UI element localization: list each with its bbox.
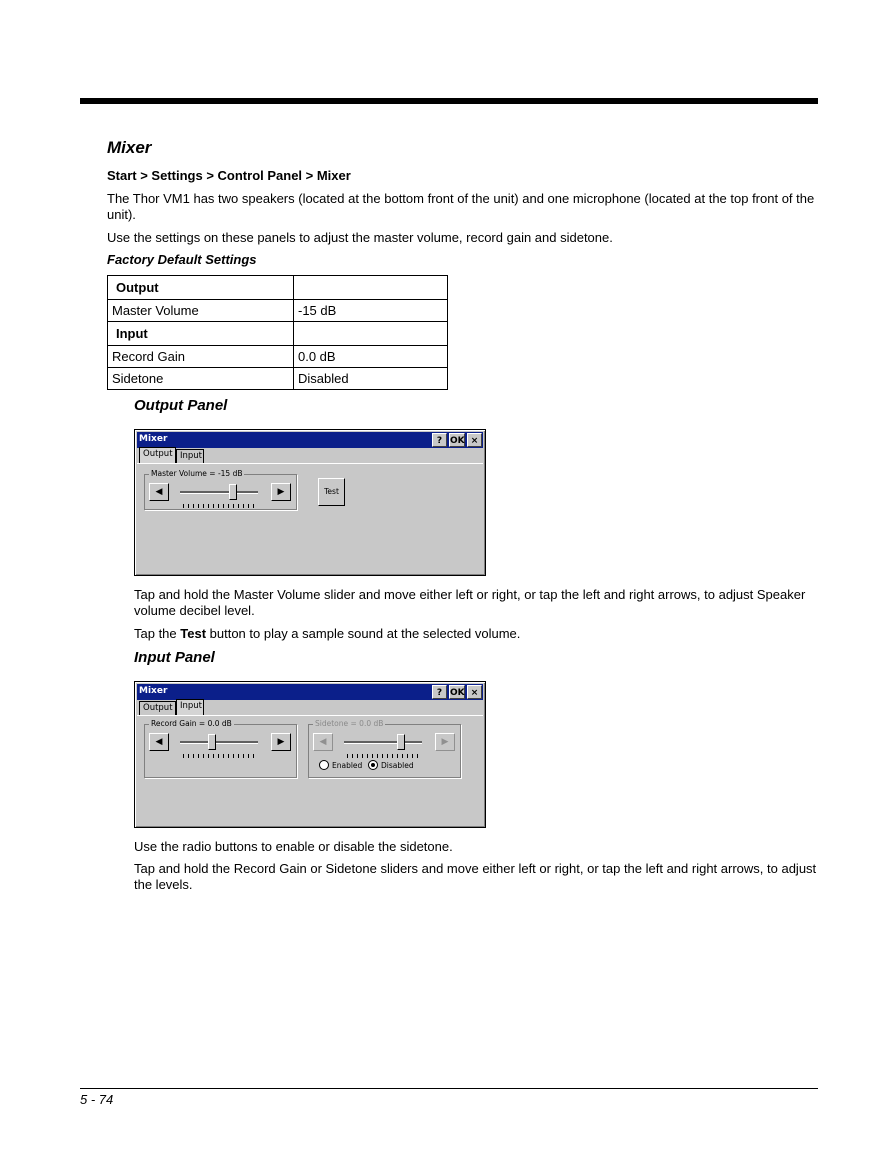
volume-right-arrow[interactable]: ▶ — [271, 483, 291, 501]
section-heading: Mixer — [107, 138, 152, 157]
defaults-title: Factory Default Settings — [107, 252, 257, 267]
table-row — [108, 368, 448, 390]
table-cell: 0.0 dB — [294, 346, 448, 368]
table-row — [108, 276, 448, 300]
record-gain-slider-ticks — [183, 754, 255, 758]
volume-slider-ticks — [183, 504, 255, 508]
table-cell: Master Volume — [108, 300, 294, 322]
tab-input[interactable]: Input — [176, 699, 204, 715]
record-gain-left-arrow[interactable]: ◀ — [149, 733, 169, 751]
test-button[interactable]: Test — [318, 478, 345, 506]
table-row — [108, 346, 448, 368]
output-mixer-window — [134, 429, 486, 576]
master-volume-label: Master Volume = -15 dB — [151, 469, 243, 478]
breadcrumb: Start > Settings > Control Panel > Mixer — [107, 168, 351, 183]
table-row — [108, 322, 448, 346]
intro-paragraph-1: The Thor VM1 has two speakers (located at the bottom front of the unit) and one microphone (located at the top front of the unit). — [107, 191, 815, 222]
table-cell: Sidetone — [108, 368, 294, 390]
sidetone-right-arrow[interactable]: ▶ — [435, 733, 455, 751]
record-gain-slider-track[interactable] — [180, 741, 258, 744]
intro-paragraph-2: Use the settings on these panels to adjust the master volume, record gain and sidetone. — [107, 230, 613, 245]
sidetone-disabled-label: Disabled — [381, 761, 414, 770]
page-number: 5 - 74 — [80, 1092, 114, 1107]
tab-input[interactable]: Input — [176, 449, 204, 463]
volume-slider-track[interactable] — [180, 491, 258, 494]
table-cell: Output — [108, 276, 294, 300]
sidetone-enabled-label: Enabled — [332, 761, 363, 770]
record-gain-right-arrow[interactable]: ▶ — [271, 733, 291, 751]
table-cell: -15 dB — [294, 300, 448, 322]
window-title: Mixer — [139, 686, 168, 696]
input-panel-title: Input Panel — [134, 649, 215, 666]
record-gain-label: Record Gain = 0.0 dB — [151, 719, 232, 728]
master-volume-group — [144, 469, 297, 510]
header-rule — [80, 98, 818, 104]
sidetone-group — [308, 719, 461, 778]
ok-button[interactable]: OK — [449, 433, 465, 447]
sidetone-disabled-radio[interactable] — [368, 760, 378, 770]
table-cell: Disabled — [294, 368, 448, 390]
test-keyword: Test — [180, 626, 207, 641]
window-titlebar — [137, 432, 483, 448]
sidetone-slider-ticks — [347, 754, 419, 758]
sidetone-left-arrow[interactable]: ◀ — [313, 733, 333, 751]
footer-rule — [80, 1088, 818, 1089]
output-description-2: Tap the Test button to play a sample sound at the selected volume. — [134, 626, 521, 641]
defaults-table — [107, 275, 448, 390]
tab-output[interactable]: Output — [139, 701, 176, 715]
output-description-1: Tap and hold the Master Volume slider and move either left or right, or tap the left and right arrows, to adjust Speaker volume decibel level. — [134, 587, 806, 618]
close-button[interactable]: × — [467, 685, 482, 699]
input-description-1: Use the radio buttons to enable or disable the sidetone. — [134, 839, 453, 854]
volume-left-arrow[interactable]: ◀ — [149, 483, 169, 501]
help-button[interactable]: ? — [432, 433, 447, 447]
record-gain-slider-thumb[interactable] — [208, 734, 216, 750]
table-row — [108, 300, 448, 322]
record-gain-group — [144, 719, 297, 778]
sidetone-slider-thumb[interactable] — [397, 734, 405, 750]
close-button[interactable]: × — [467, 433, 482, 447]
window-titlebar — [137, 684, 483, 700]
tab-output[interactable]: Output — [139, 447, 176, 463]
table-cell: Input — [108, 322, 294, 346]
help-button[interactable]: ? — [432, 685, 447, 699]
window-title: Mixer — [139, 434, 168, 444]
sidetone-label: Sidetone = 0.0 dB — [315, 719, 384, 728]
input-description-2: Tap and hold the Record Gain or Sidetone sliders and move either left or right, or tap the left and right arrows, to adjust the levels. — [134, 861, 817, 892]
sidetone-slider-track[interactable] — [344, 741, 422, 744]
volume-slider-thumb[interactable] — [229, 484, 237, 500]
table-cell — [294, 276, 448, 300]
output-panel-title: Output Panel — [134, 397, 228, 414]
ok-button[interactable]: OK — [449, 685, 465, 699]
sidetone-enabled-radio[interactable] — [319, 760, 329, 770]
input-mixer-window — [134, 681, 486, 828]
table-cell — [294, 322, 448, 346]
table-cell: Record Gain — [108, 346, 294, 368]
